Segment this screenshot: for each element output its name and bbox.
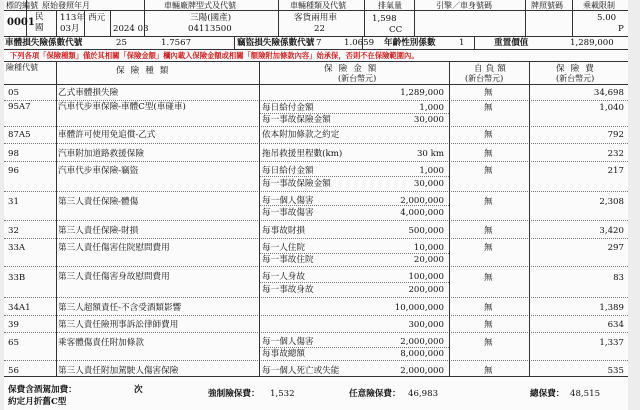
coverage-code: 33A [8,243,26,253]
coverage-amount-label: 每一個人傷害 [262,337,314,347]
coverage-amount: 1,000 [419,103,444,113]
coverage-name: 第三人責任保險-體傷 [58,197,139,207]
coverage-amount-label: 拖吊救援里程數(km) [262,149,343,159]
coverage-amount: 100,000 [408,272,444,282]
coverage-premium: 634 [607,320,624,330]
total-premium-value: 48,515 [570,389,601,399]
coverage-premium: 2,308 [599,197,624,207]
coverage-amount: 30 km [416,149,444,159]
coverage-amount: 10,000 [413,243,444,253]
displacement-unit: CC [389,25,403,35]
coverage-amount-label: 每日給付金額 [262,166,314,176]
coverage-name: 乙式車體損失險 [58,88,119,98]
coverage-amount-label: 每一人住院 [262,243,305,253]
damage-factor-code: 25 [116,38,127,48]
table-header-deductible: 自負額 [474,64,509,74]
coverage-code: 98 [8,149,19,159]
coverage-amount-label: 每一個人傷害 [262,196,314,206]
coverage-code: 32 [8,226,19,236]
coverage-deductible: 無 [484,243,493,253]
coverage-amount: 1,289,000 [400,88,444,98]
header-col-brand: 車輛廠牌型式及代號 [164,1,236,10]
coverage-amount: 1,000 [419,166,444,176]
coverage-amount-label: 每一事故保險金額 [262,115,331,125]
coverage-premium: 3,420 [599,226,624,236]
coverage-code: 34A1 [8,303,31,313]
coverage-code: 65 [8,338,19,348]
coverage-amount-label: 每一事故傷害 [262,208,314,218]
coverage-name: 第三人責任保險-財損 [58,226,139,236]
coverage-deductible: 無 [484,226,493,236]
coverage-premium: 83 [613,273,624,283]
coverage-amount: 200,000 [408,285,444,295]
theft-factor-value: 1.0659 [344,38,375,48]
coverage-deductible: 無 [484,166,493,176]
coverage-code: 39 [8,320,19,330]
reg-west-label: 西元 [88,13,106,23]
header-col-plate: 牌照號碼 [531,1,563,10]
optional-premium-value: 46,983 [408,389,439,399]
coverage-deductible: 無 [484,366,493,376]
coverage-deductible: 無 [484,338,493,348]
header-col-reg-date: 原始發照年月 [42,1,90,10]
coverage-amount-label: 每一事故住院 [262,255,314,265]
coverage-premium: 34,698 [593,88,624,98]
coverage-amount-label: 每事故總額 [262,349,305,359]
replace-value: 1,289,000 [570,38,614,48]
coverage-name: 乘客體傷責任附加條款 [58,338,144,348]
table-header-amount-sub: (新台幣元) [338,74,377,83]
coverage-premium: 297 [607,243,624,253]
coverage-name: 汽車附加道路救援保險 [58,149,144,159]
coverage-amount: 300,000 [408,320,444,330]
coverage-deductible: 無 [484,88,493,98]
reg-minguo-label: 民國 [35,12,44,33]
coverage-amount: 30,000 [413,115,444,125]
seats: 5.00 [597,13,617,23]
brand-name: 三陽(國產) [190,13,232,23]
coverage-amount-label: 每一事故保險金額 [262,179,331,189]
coverage-premium: 1,040 [599,103,624,113]
table-header-premium: 保險費 [556,64,600,74]
coverage-code: 56 [8,366,19,376]
coverage-name: 汽車代步車保險-竊盜 [58,166,139,176]
coverage-amount: 2,000,000 [400,337,444,347]
coverage-deductible: 無 [484,130,493,140]
header-col-item-no: 標的編號 [6,1,38,10]
coverage-deductible: 無 [484,273,493,283]
coverage-premium: 792 [607,130,624,140]
table-header-deductible-sub: (新台幣元) [465,74,504,83]
coverage-amount: 20,000 [413,255,444,265]
header-col-displacement: 排氣量 [378,1,402,10]
coverage-code: 31 [8,197,19,207]
coverage-amount: 4,000,000 [400,208,444,218]
coverage-amount: 10,000,000 [394,303,444,313]
table-header-type: 保險種類 [116,66,175,76]
coverage-premium: 232 [607,149,624,159]
vehicle-code: 22 [314,24,325,34]
depreciation-type: 約定月折舊C型 [8,397,67,407]
coverage-premium: 217 [607,166,624,176]
coverage-deductible: 無 [484,303,493,313]
policy-number: 0001 [7,17,35,28]
coverage-name: 第三人超額責任-不含受酒類影響 [58,303,182,313]
coverage-name: 第三人責任傷害住院慰問費用 [58,243,170,253]
coverage-code: 95A7 [8,102,31,112]
coverage-name: 第三人責任傷害身故慰問費用 [58,272,170,282]
optional-premium-label: 任意險保費： [349,389,401,399]
table-header-amount: 保險金額 [324,64,383,74]
coverage-code: 05 [8,88,19,98]
coverage-deductible: 無 [484,197,493,207]
coverage-code: 87A5 [8,130,31,140]
coverage-premium: 1,337 [599,338,624,348]
coverage-name: 車體許可使用免追償-乙式 [58,130,156,140]
alcohol-surcharge-label: 保費含酒駕加費： [8,385,77,395]
table-header-premium-sub: (新台幣元) [556,74,595,83]
brand-code: 04113500 [188,24,232,34]
gender-factor-value: 1 [459,38,465,48]
theft-factor-code: 7 [316,38,322,48]
coverage-deductible: 無 [484,320,493,330]
header-col-seats: 乘載限制 [583,1,615,10]
coverage-amount: 500,000 [408,226,444,236]
vehicle-type: 客貨兩用車 [294,13,337,23]
damage-factor-label: 車體損失險係數代號 [5,38,83,48]
coverage-notice: 下列各項「保險種類」僅於其相關「保險金額」欄內載入保險金額或相關「額險附加條款內容」始承保，否則不在保險範圍內。 [10,51,419,60]
insurance-policy-sheet [4,0,628,410]
coverage-code: 96 [8,166,19,176]
coverage-deductible: 無 [484,103,493,113]
coverage-amount: 2,000,000 [400,366,444,376]
coverage-name: 第三人責任險刑事訴訟律師費用 [58,320,179,330]
coverage-amount-label: 每一人身故 [262,272,305,282]
coverage-amount-label: 每一事故身故 [262,285,314,295]
coverage-amount-label: 每日給付金額 [262,103,314,113]
reg-west-date: 2024 03 [113,24,149,34]
total-premium-label: 總保費： [530,389,565,399]
coverage-code: 33B [8,273,26,283]
alcohol-surcharge-value: 次 [134,385,143,395]
seats-unit: P [618,24,624,34]
compulsory-premium-label: 強制險保費： [208,389,260,399]
coverage-amount: 30,000 [413,179,444,189]
coverage-deductible: 無 [484,149,493,159]
reg-month: 03月 [60,24,80,34]
coverage-amount-label: 每事故財損 [262,226,305,236]
compulsory-premium-value: 1,532 [270,389,295,399]
coverage-name: 第三人責任附加駕駛人傷害保險 [58,366,179,376]
gender-factor-label: 年齡性別係數 [384,38,436,48]
coverage-name: 汽車代步車保險-車體C型(車碰車) [58,102,186,112]
coverage-amount: 2,000,000 [400,196,444,206]
header-col-engine-no: 引擎／車身號碼 [436,1,492,10]
coverage-premium: 535 [607,366,624,376]
coverage-amount: 8,000,000 [400,349,444,359]
damage-factor-value: 1.7567 [161,38,192,48]
table-header-code: 險種代號 [6,63,38,72]
displacement: 1,598 [372,14,397,24]
coverage-premium: 1,389 [599,303,624,313]
coverage-amount-label: 每一個人死亡或失能 [262,366,340,376]
header-col-vehicle-type: 車輛種類及代號 [290,1,346,10]
theft-factor-label: 竊盜損失險係數代號 [237,38,315,48]
reg-year: 113年 [60,13,85,23]
replace-value-label: 重置價值 [494,38,529,48]
coverage-amount-label: 依本附加條款之約定 [262,130,340,140]
